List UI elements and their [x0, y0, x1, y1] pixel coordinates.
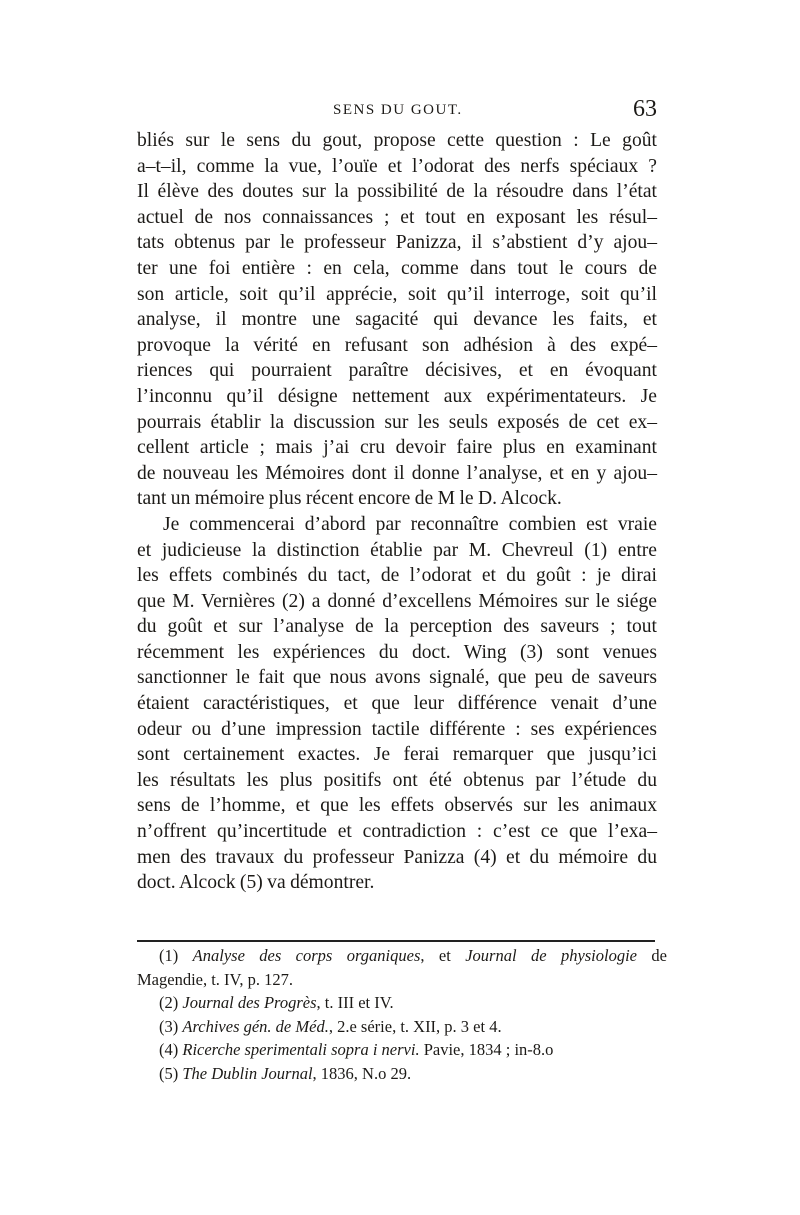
text-line: men des travaux du professeur Panizza (4) et du mémoire du: [137, 846, 657, 868]
page-header: [137, 96, 657, 126]
footnote-journal: Journal de physiologie: [465, 946, 638, 965]
text-line: étaient caractéristiques, et que leur différence venait d’une: [137, 693, 657, 715]
text-line: Je commencerai d’abord par reconnaître combien est vraie: [163, 513, 657, 535]
footnote-title: Analyse des corps organiques: [192, 946, 421, 965]
footnote-1: [137, 944, 667, 968]
text-line: du goût et sur l’analyse de la perception des saveurs ; tout: [137, 616, 657, 638]
footnote-1-continued: Magendie, t. IV, p. 127.: [137, 969, 293, 989]
text-line: sanctionner le fait que nous avons signalé, que peu de saveurs: [137, 667, 657, 689]
text-line: n’offrent qu’incertitude et contradiction : c’est ce que l’exa–: [137, 821, 657, 843]
footnote-text: , 1836, N.o 29.: [312, 1063, 412, 1083]
footnote-title: Ricerche sperimentali sopra i nervi.: [182, 1040, 420, 1059]
text-line: analyse, il montre une sagacité qui devance les faits, et: [137, 309, 657, 331]
footnote-marker: (3): [159, 1016, 179, 1036]
footnote-text: Pavie, 1834 ; in-8.o: [419, 1040, 554, 1059]
text-line: doct. Alcock (5) va démontrer.: [137, 872, 375, 894]
footnote-text: , 2.e série, t. XII, p. 3 et 4.: [328, 1016, 502, 1036]
text-line: sont certainement exactes. Je ferai remarquer que jusqu’ici: [137, 744, 657, 766]
text-line: actuel de nos connaissances ; et tout en exposant les résul–: [137, 206, 657, 228]
text-line: les effets combinés du tact, de l’odorat et du goût : je dirai: [137, 565, 657, 587]
text-line: Il élève des doutes sur la possibilité de la résoudre dans l’état: [137, 181, 657, 203]
text-line: pourrais établir la discussion sur les seuls exposés de cet ex–: [137, 411, 657, 433]
text-line: tats obtenus par le professeur Panizza, il s’abstient d’y ajou–: [137, 232, 657, 254]
text-line: et judicieuse la distinction établie par M. Chevreul (1) entre: [137, 539, 657, 561]
text-line: que M. Vernières (2) a donné d’excellens Mémoires sur le siége: [137, 590, 657, 612]
footnote-4: [137, 1038, 667, 1062]
text-line: son article, soit qu’il apprécie, soit qu’il interroge, soit qu’il: [137, 283, 657, 305]
footnote-marker: (4): [159, 1040, 179, 1059]
footnote-2: [137, 991, 667, 1015]
body-text: [137, 128, 657, 896]
footnote-text: , et: [420, 946, 451, 965]
footnote-rule: [137, 940, 655, 942]
text-line: sens de l’homme, et que les effets observés sur les animaux: [137, 795, 657, 817]
footnote-title: Journal des Progrès: [182, 993, 317, 1012]
text-line: tant un mémoire plus récent encore de M le D. Alcock.: [137, 488, 562, 510]
text-line: odeur ou d’une impression tactile différente : ses expériences: [137, 718, 657, 740]
text-line: de nouveau les Mémoires dont il donne l’analyse, et en y ajou–: [137, 462, 657, 484]
text-line: les résultats les plus positifs ont été obtenus par l’étude du: [137, 769, 657, 791]
footnote-marker: (5): [159, 1063, 179, 1083]
footnote-5: [137, 1062, 667, 1086]
footnote-marker: (2): [159, 993, 179, 1012]
text-line: récemment les expériences du doct. Wing (3) sont venues: [137, 641, 657, 663]
footnote-text: de: [651, 946, 667, 965]
text-line: bliés sur le sens du gout, propose cette question : Le goût: [137, 130, 657, 151]
footnote-3: [137, 1015, 667, 1039]
page-number: 63: [633, 96, 657, 122]
text-line: ter une foi entière : en cela, comme dans tout le cours de: [137, 257, 657, 279]
text-line: provoque la vérité en refusant son adhésion à des expé–: [137, 334, 657, 356]
footnotes: [137, 944, 667, 1085]
footnote-marker: (1): [159, 946, 179, 965]
footnote-text: , t. III et IV.: [316, 993, 394, 1012]
footnote-title: Archives gén. de Méd.: [182, 1016, 329, 1036]
text-line: riences qui pourraient paraître décisives, et en évoquant: [137, 360, 657, 382]
text-line: a–t–il, comme la vue, l’ouïe et l’odorat des nerfs spéciaux ?: [137, 155, 657, 177]
text-line: cellent article ; mais j’ai cru devoir faire plus en examinant: [137, 437, 657, 459]
footnote-title: The Dublin Journal: [182, 1063, 313, 1083]
text-line: l’inconnu qu’il désigne nettement aux expérimentateurs. Je: [137, 385, 657, 407]
running-head: SENS DU GOUT.: [333, 102, 463, 118]
